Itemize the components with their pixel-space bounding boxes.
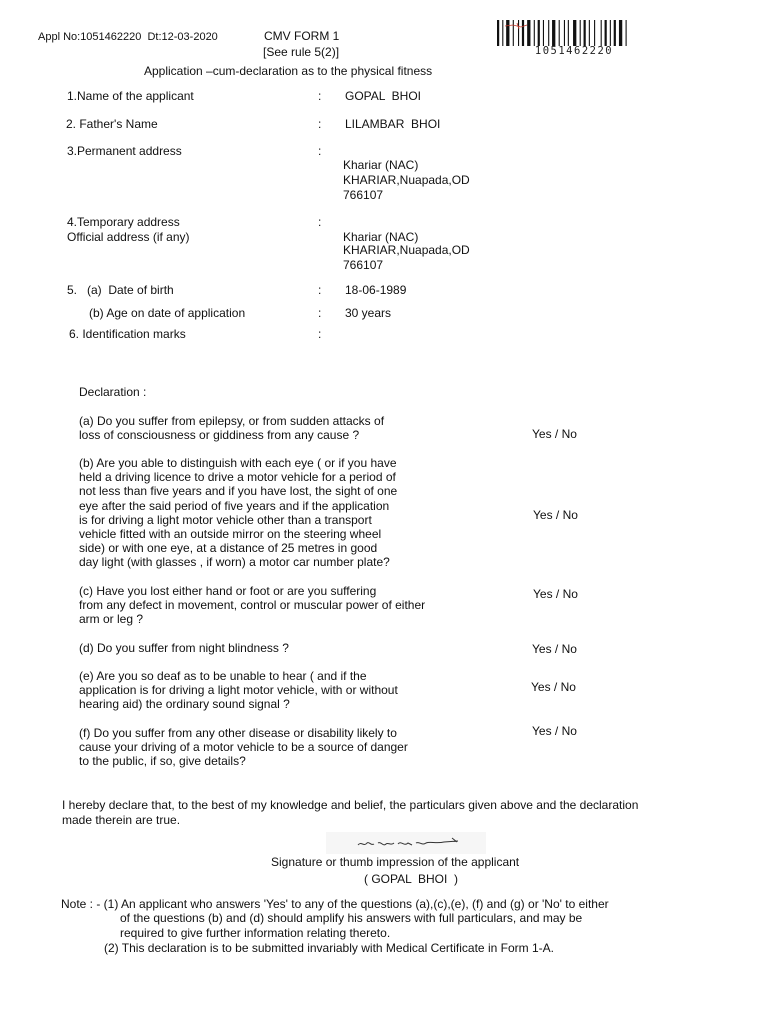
question-b: (b) Are you able to distinguish with each eye ( or if you have held a driving licence to drive a motor vehicle for a period of not less than five years and if you have lost, the sight of one eye after the said period of five years and if the application is for driving a light motor vehicle other than a transport vehicle fitted with an outside mirror on the steering wheel side) or with one eye, at a distance of 25 metres in good day light (with glasses , if worn) a motor car number plate?	[79, 456, 398, 570]
answer-d: Yes / No	[532, 642, 577, 656]
name-label: 1.Name of the applicant	[67, 89, 194, 103]
signature-label: Signature or thumb impression of the applicant	[271, 855, 520, 869]
note-line: required to give further information relating thereto.	[120, 926, 391, 940]
barcode-number: 1051462220	[534, 45, 614, 57]
identification-marks-label: 6. Identification marks	[69, 327, 186, 341]
rule-reference: [See rule 5(2)]	[263, 45, 340, 59]
note-line: of the questions (b) and (d) should amplify his answers with full particulars, and may be	[120, 911, 583, 925]
question-a: (a) Do you suffer from epilepsy, or from sudden attacks of loss of consciousness or giddiness from any cause ?	[79, 414, 385, 443]
date-of-birth-value: 18-06-1989	[345, 283, 407, 297]
official-address-label: Official address (if any)	[67, 230, 190, 244]
date-of-birth-label: 5. (a) Date of birth	[67, 283, 174, 297]
form-subtitle: Application –cum-declaration as to the physical fitness	[144, 64, 433, 78]
colon: :	[318, 306, 322, 320]
permanent-address-line: Khariar (NAC)	[343, 158, 419, 172]
colon: :	[318, 327, 322, 341]
form-title: CMV FORM 1	[264, 29, 340, 43]
temporary-address-line: 766107	[343, 258, 384, 272]
answer-e: Yes / No	[531, 680, 576, 694]
age-label: (b) Age on date of application	[89, 306, 246, 320]
temporary-address-line: KHARIAR,Nuapada,OD	[343, 243, 470, 257]
note-line: (2) This declaration is to be submitted invariably with Medical Certificate in Form 1-A.	[104, 941, 554, 955]
permanent-address-line: KHARIAR,Nuapada,OD	[343, 173, 470, 187]
barcode	[497, 20, 635, 46]
temporary-address-line: Khariar (NAC)	[343, 230, 419, 244]
colon: :	[318, 89, 322, 103]
declaration-heading: Declaration :	[79, 385, 147, 399]
question-f: (f) Do you suffer from any other disease or disability likely to cause your driving of a motor vehicle to be a source of danger to the public, if so, give details?	[79, 726, 408, 769]
permanent-address-label: 3.Permanent address	[67, 144, 182, 158]
permanent-address-line: 766107	[343, 188, 384, 202]
signature-image	[326, 832, 486, 854]
declaration-statement: I hereby declare that, to the best of my knowledge and belief, the particulars given above and the declaration made therein are true.	[62, 798, 639, 827]
application-number: Appl No:1051462220 Dt:12-03-2020	[38, 31, 218, 43]
age-value: 30 years	[345, 306, 392, 320]
colon: :	[318, 144, 322, 158]
question-e: (e) Are you so deaf as to be unable to hear ( and if the application is for driving a light motor vehicle, with or without hearing aid) the ordinary sound signal ?	[79, 669, 398, 712]
colon: :	[318, 117, 322, 131]
temporary-address-label: 4.Temporary address	[67, 215, 180, 229]
answer-f: Yes / No	[532, 724, 577, 738]
father-name-value: LILAMBAR BHOI	[345, 117, 441, 131]
signatory-name: ( GOPAL BHOI )	[364, 872, 459, 886]
question-c: (c) Have you lost either hand or foot or are you suffering from any defect in movement, control or muscular power of either arm or leg ?	[79, 584, 426, 627]
answer-a: Yes / No	[532, 427, 577, 441]
applicant-name-value: GOPAL BHOI	[345, 89, 422, 103]
answer-b: Yes / No	[533, 508, 578, 522]
question-d: (d) Do you suffer from night blindness ?	[79, 641, 289, 655]
answer-c: Yes / No	[533, 587, 578, 601]
father-name-label: 2. Father's Name	[66, 117, 158, 131]
colon: :	[318, 283, 322, 297]
colon: :	[318, 215, 322, 229]
note-line: Note : - (1) An applicant who answers 'Yes' to any of the questions (a),(c),(e), (f) and (g) or 'No' to either	[61, 897, 609, 911]
